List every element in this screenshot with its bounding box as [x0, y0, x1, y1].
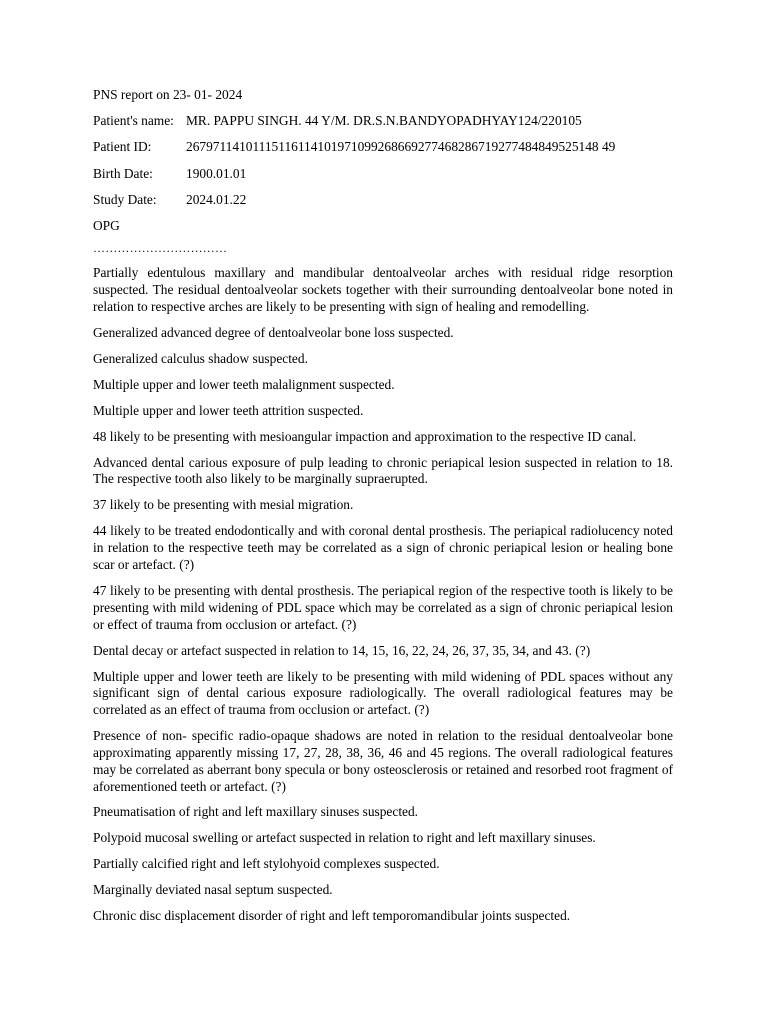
finding-paragraph: Advanced dental carious exposure of pulp leading to chronic periapical lesion suspected in relation to 18. The respective tooth also likely to be marginally supraerupted. [93, 454, 673, 487]
separator-dots: …………………………… [93, 241, 228, 256]
patient-id-value: 26797114101115116114101971099268669277468286719277484849525148 49 [186, 139, 616, 155]
report-page [93, 86, 673, 934]
patient-name-row [93, 112, 673, 130]
finding-paragraph: Presence of non- specific radio-opaque shadows are noted in relation to the residual dentoalveolar bone approximating apparently missing 17, 27, 28, 38, 36, 46 and 45 regions. The overall radiological features may be correlated as aberrant bony specula or bony osteosclerosis or retained and resorbed root fragment of aforementioned teeth or artefact. (?) [93, 728, 673, 794]
finding-paragraph: 48 likely to be presenting with mesioangular impaction and approximation to the respective ID canal. [93, 428, 637, 444]
study-date-row [93, 191, 673, 209]
finding-paragraph: 44 likely to be treated endodontically and with coronal dental prosthesis. The periapical radiolucency noted in relation to the respective teeth may be correlated as a sign of chronic periapical lesion or healing bone scar or artefact. (?) [93, 523, 673, 572]
finding-paragraph: Chronic disc displacement disorder of right and left temporomandibular joints suspected. [93, 908, 571, 924]
finding-paragraph: Polypoid mucosal swelling or artefact suspected in relation to right and left maxillary sinuses. [93, 830, 596, 846]
finding-paragraph: 47 likely to be presenting with dental prosthesis. The periapical region of the respective tooth is likely to be presenting with mild widening of PDL space which may be correlated as a sign of chronic periapical lesion or effect of trauma from occlusion or artefact. (?) [93, 582, 673, 632]
finding-paragraph: Generalized calculus shadow suspected. [93, 350, 308, 366]
findings-list [93, 265, 673, 925]
birth-date-label: Birth Date: [93, 165, 153, 181]
finding-paragraph: 37 likely to be presenting with mesial migration. [93, 497, 354, 513]
study-date-label: Study Date: [93, 191, 157, 207]
finding-paragraph: Pneumatisation of right and left maxillary sinuses suspected. [93, 804, 419, 820]
finding-paragraph: Partially edentulous maxillary and mandibular dentoalveolar arches with residual ridge resorption suspected. The residual dentoalveolar sockets together with their surrounding dentoalveolar bone noted in relation to respective arches are likely to be presenting with sign of healing and remodelling. [93, 265, 673, 314]
study-date-value: 2024.01.22 [186, 191, 247, 207]
finding-paragraph: Partially calcified right and left stylohyoid complexes suspected. [93, 856, 440, 872]
finding-paragraph: Dental decay or artefact suspected in relation to 14, 15, 16, 22, 24, 26, 37, 35, 34, and 43. (?) [93, 642, 591, 658]
finding-paragraph: Multiple upper and lower teeth attrition suspected. [93, 402, 364, 418]
birth-date-value: 1900.01.01 [186, 165, 247, 181]
finding-paragraph: Generalized advanced degree of dentoalveolar bone loss suspected. [93, 324, 454, 340]
patient-id-label: Patient ID: [93, 139, 152, 155]
patient-name-label: Patient's name: [93, 113, 174, 129]
birth-date-row [93, 165, 673, 183]
finding-paragraph: Marginally deviated nasal septum suspected. [93, 882, 333, 898]
patient-name-value: MR. PAPPU SINGH. 44 Y/M. DR.S.N.BANDYOPADHYAY124/220105 [186, 113, 582, 129]
finding-paragraph: Multiple upper and lower teeth malalignment suspected. [93, 376, 395, 392]
report-title: PNS report on 23- 01- 2024 [93, 87, 243, 102]
finding-paragraph: Multiple upper and lower teeth are likely to be presenting with mild widening of PDL spaces without any significant sign of dental carious exposure radiologically. The overall radiological features may be correlated as an effect of trauma from occlusion or artefact. (?) [93, 668, 673, 718]
patient-id-row [93, 138, 673, 156]
modality-label: OPG [93, 217, 120, 233]
